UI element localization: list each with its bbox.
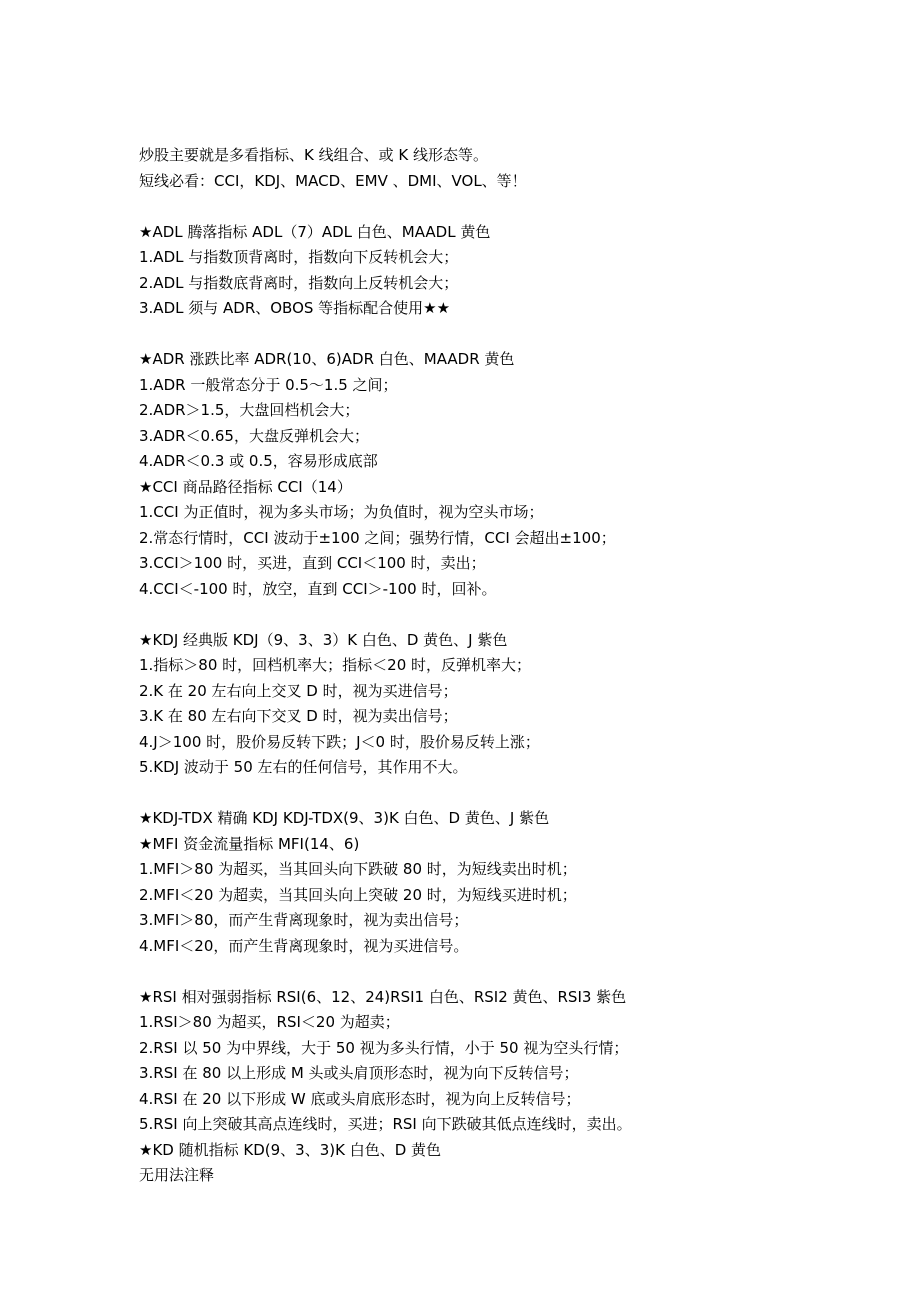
list-item: 1.MFI＞80 为超买，当其回头向下跌破 80 时，为短线卖出时机； [139,860,577,878]
section-title-cci: ★CCI 商品路径指标 CCI（14） [139,477,352,496]
list-item: 4.J＞100 时，股价易反转下跌；J＜0 时，股价易反转上涨； [139,732,540,751]
list-item: 3.RSI 在 80 以上形成 M 头或头肩顶形态时，视为向下反转信号； [139,1064,579,1082]
section-title-mfi: ★MFI 资金流量指标 MFI(14、6) [139,834,360,853]
list-item: 2.K 在 20 左右向上交叉 D 时，视为买进信号； [139,681,458,700]
section-title-kd: ★KD 随机指标 KD(9、3、3)K 白色、D 黄色 [139,1140,442,1159]
list-item: 3.ADR＜0.65，大盘反弹机会大； [139,426,369,445]
section-title-adl: ★ADL 腾落指标 ADL（7）ADL 白色、MAADL 黄色 [139,222,491,241]
section-title-kdj: ★KDJ 经典版 KDJ（9、3、3）K 白色、D 黄色、J 紫色 [139,630,508,649]
intro-line: 炒股主要就是多看指标、K 线组合、或 K 线形态等。 [139,146,488,164]
list-item: 1.指标＞80 时，回档机率大；指标＜20 时，反弹机率大； [139,656,532,674]
list-item: 4.MFI＜20，而产生背离现象时，视为买进信号。 [139,936,469,955]
section-title-adr: ★ADR 涨跌比率 ADR(10、6)ADR 白色、MAADR 黄色 [139,350,515,368]
document-body [139,143,899,1189]
list-item: 无用法注释 [139,1166,215,1184]
list-item: 1.CCI 为正值时，视为多头市场；为负值时，视为空头市场； [139,503,544,521]
section-title-kdj-tdx: ★KDJ-TDX 精确 KDJ KDJ-TDX(9、3)K 白色、D 黄色、J 紫色 [139,809,550,827]
list-item: 2.RSI 以 50 为中界线，大于 50 视为多头行情，小于 50 视为空头行情； [139,1038,629,1057]
spacer [139,781,899,807]
spacer [139,602,899,628]
list-item: 2.MFI＜20 为超卖，当其回头向上突破 20 时，为短线买进时机； [139,885,577,904]
list-item: 4.ADR＜0.3 或 0.5，容易形成底部 [139,452,378,470]
list-item: 3.CCI＞100 时，买进，直到 CCI＜100 时，卖出； [139,554,486,572]
spacer [139,959,899,985]
list-item: 1.ADR 一般常态分于 0.5～1.5 之间； [139,375,398,394]
intro-line: 短线必看：CCI，KDJ、MACD、EMV 、DMI、VOL、等！ [139,171,527,190]
list-item: 2.ADR＞1.5，大盘回档机会大； [139,401,360,419]
list-item: 3.ADL 须与 ADR、OBOS 等指标配合使用★★ [139,299,451,317]
list-item: 3.MFI＞80，而产生背离现象时，视为卖出信号； [139,911,469,929]
list-item: 4.RSI 在 20 以下形成 W 底或头肩底形态时，视为向上反转信号； [139,1089,581,1108]
section-title-rsi: ★RSI 相对强弱指标 RSI(6、12、24)RSI1 白色、RSI2 黄色、RSI3 紫色 [139,987,627,1006]
list-item: 3.K 在 80 左右向下交叉 D 时，视为卖出信号； [139,707,458,725]
list-item: 5.RSI 向上突破其高点连线时，买进；RSI 向下跌破其低点连线时，卖出。 [139,1115,632,1133]
list-item: 1.ADL 与指数顶背离时，指数向下反转机会大； [139,248,459,266]
list-item: 4.CCI＜-100 时，放空，直到 CCI＞-100 时，回补。 [139,579,497,598]
list-item: 1.RSI＞80 为超买，RSI＜20 为超卖； [139,1013,400,1031]
list-item: 5.KDJ 波动于 50 左右的任何信号，其作用不大。 [139,758,468,776]
list-item: 2.常态行情时，CCI 波动于±100 之间；强势行情，CCI 会超出±100； [139,528,616,547]
spacer [139,322,899,348]
spacer [139,194,899,220]
list-item: 2.ADL 与指数底背离时，指数向上反转机会大； [139,273,459,292]
